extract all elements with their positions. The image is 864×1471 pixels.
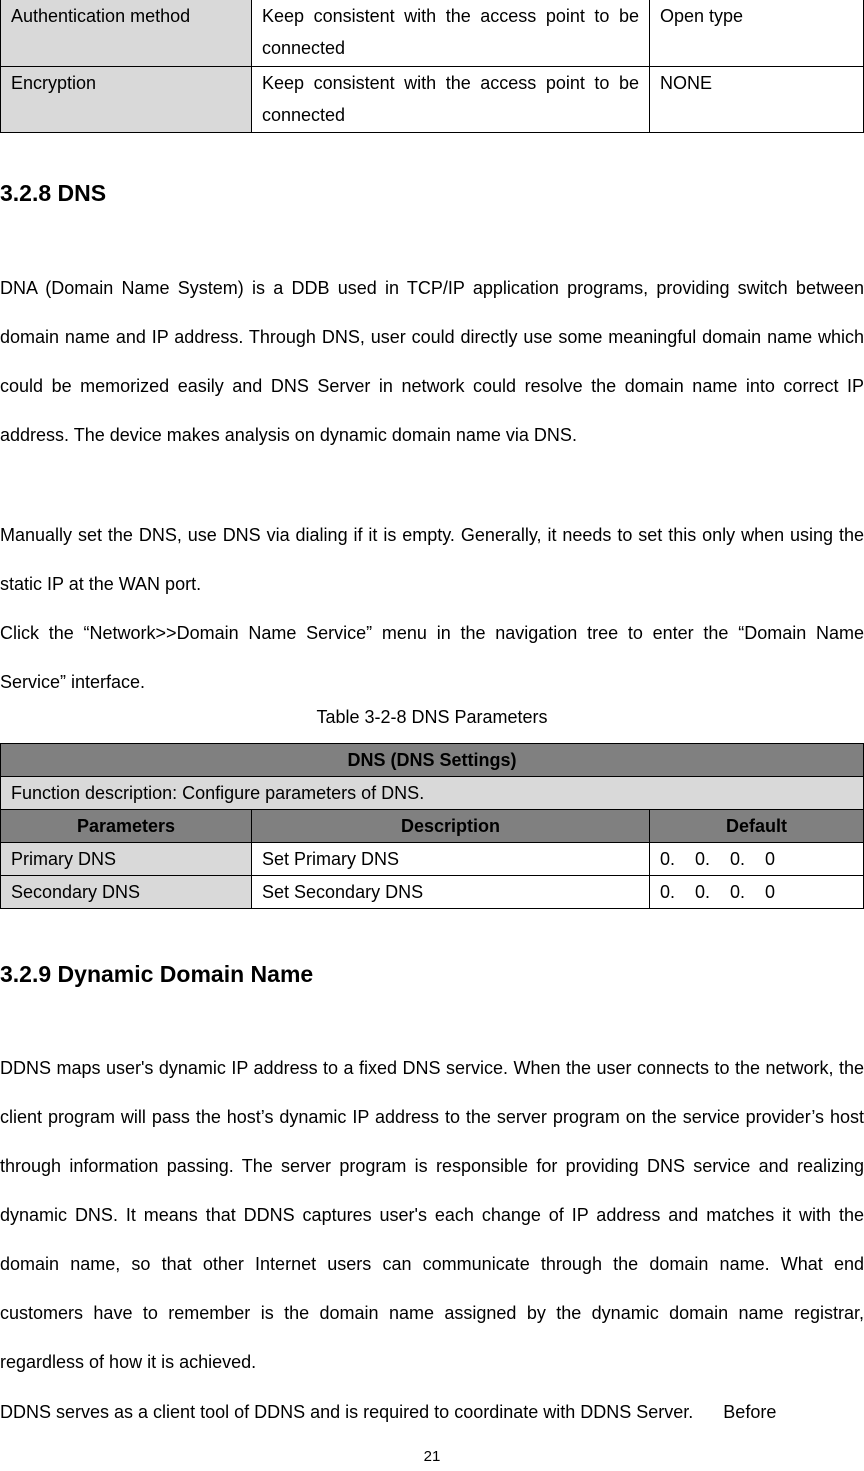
table-row bbox=[1, 843, 864, 876]
table-header-row bbox=[1, 810, 864, 843]
header-default: Default bbox=[650, 810, 864, 843]
param-description-cell: Set Primary DNS bbox=[252, 843, 650, 876]
param-description-cell: Keep consistent with the access point to be connected bbox=[252, 67, 650, 133]
wifi-settings-table bbox=[0, 0, 864, 133]
param-name-cell: Authentication method bbox=[1, 0, 252, 67]
function-description-row bbox=[1, 777, 864, 810]
dns-intro-paragraph: DNA (Domain Name System) is a DDB used in TCP/IP application programs, providing switch between domain name and IP address. Through DNS, user could directly use some meaningful domain name which could be memorized easily and DNS Server in network could resolve the domain name into correct IP address. The device makes analysis on dynamic domain name via DNS. bbox=[0, 278, 864, 445]
dns-navigation-paragraph: Click the “Network>>Domain Name Service” menu in the navigation tree to enter the “Domain Name Service” interface. bbox=[0, 623, 864, 692]
dns-parameters-table bbox=[0, 743, 864, 909]
function-description: Function description: Configure parameters of DNS. bbox=[1, 777, 864, 810]
ddns-client-paragraph: DDNS serves as a client tool of DDNS and is required to coordinate with DDNS Server. Before bbox=[0, 1402, 777, 1422]
table-title-row bbox=[1, 744, 864, 777]
table-row bbox=[1, 67, 864, 133]
param-description-cell: Keep consistent with the access point to be connected bbox=[252, 0, 650, 67]
param-default-cell: Open type bbox=[650, 0, 864, 67]
param-name-cell: Secondary DNS bbox=[1, 876, 252, 909]
param-name-cell: Primary DNS bbox=[1, 843, 252, 876]
table-caption: Table 3-2-8 DNS Parameters bbox=[316, 707, 548, 727]
param-default-cell: NONE bbox=[650, 67, 864, 133]
table-title: DNS (DNS Settings) bbox=[1, 744, 864, 777]
dns-manual-paragraph: Manually set the DNS, use DNS via dialing if it is empty. Generally, it needs to set this only when using the static IP at the WAN port. bbox=[0, 525, 864, 594]
table-row bbox=[1, 876, 864, 909]
param-description-cell: Set Secondary DNS bbox=[252, 876, 650, 909]
header-description: Description bbox=[252, 810, 650, 843]
param-default-cell: 0. 0. 0. 0 bbox=[650, 876, 864, 909]
section-heading-dns: 3.2.8 DNS bbox=[0, 180, 107, 206]
param-name-cell: Encryption bbox=[1, 67, 252, 133]
table-row bbox=[1, 0, 864, 67]
header-parameters: Parameters bbox=[1, 810, 252, 843]
page-number: 21 bbox=[423, 1448, 441, 1465]
param-default-cell: 0. 0. 0. 0 bbox=[650, 843, 864, 876]
section-heading-ddns: 3.2.9 Dynamic Domain Name bbox=[0, 961, 314, 987]
ddns-intro-paragraph: DDNS maps user's dynamic IP address to a fixed DNS service. When the user connects to the network, the client program will pass the host’s dynamic IP address to the server program on the service provider’s host through information passing. The server program is responsible for providing DNS service and realizing dynamic DNS. It means that DDNS captures user's each change of IP address and matches it with the domain name, so that other Internet users can communicate through the domain name. What end customers have to remember is the domain name assigned by the dynamic domain name registrar, regardless of how it is achieved. bbox=[0, 1058, 864, 1372]
